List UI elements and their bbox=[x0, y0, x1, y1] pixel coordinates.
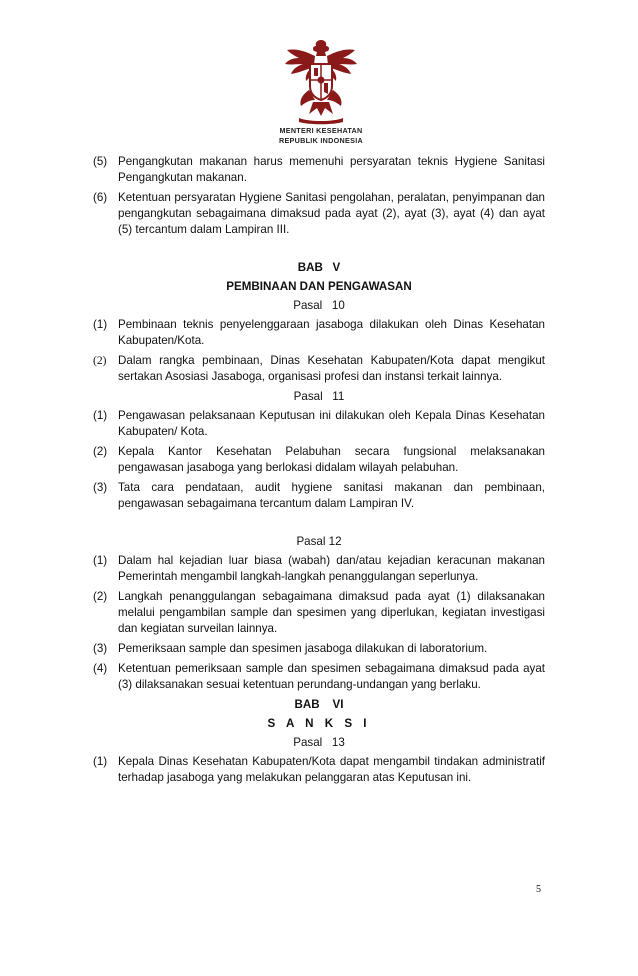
item-text: Dalam rangka pembinaan, Dinas Kesehatan Kabupaten/Kota dapat mengikut sertakan Asosiasi Jasaboga, organisasi profesi dan instansi terkait lainnya. bbox=[118, 354, 545, 383]
item-text: Pengawasan pelaksanaan Keputusan ini dilakukan oleh Kepala Dinas Kesehatan Kabupaten/ Kota. bbox=[118, 409, 545, 438]
list-item bbox=[93, 553, 545, 585]
ministry-line-1: MENTERI KESEHATAN bbox=[279, 126, 363, 135]
list-item bbox=[93, 154, 545, 186]
item-text: Pemeriksaan sample dan spesimen jasaboga dilakukan di laboratorium. bbox=[118, 642, 488, 655]
item-number: (2) bbox=[93, 354, 107, 367]
ministry-line-2: REPUBLIK INDONESIA bbox=[278, 136, 364, 145]
list-item bbox=[93, 190, 545, 238]
list-item bbox=[93, 661, 545, 693]
item-number: (4) bbox=[93, 662, 108, 675]
item-text: Kepala Kantor Kesehatan Pelabuhan secara fungsional melaksanakan pengawasan jasaboga yang berlokasi didalam wilayah pelabuhan. bbox=[118, 445, 545, 474]
item-number: (1) bbox=[93, 554, 108, 567]
item-number: (6) bbox=[93, 191, 108, 204]
chapter-v-subtitle: PEMBINAAN DAN PENGAWASAN bbox=[226, 280, 412, 293]
list-item bbox=[93, 641, 545, 657]
item-text: Tata cara pendataan, audit hygiene sanitasi makanan dan pembinaan, pengawasan sebagaimana tercantum dalam Lampiran IV. bbox=[118, 481, 545, 510]
garuda-emblem-icon bbox=[273, 34, 369, 126]
item-text: Pembinaan teknis penyelenggaraan jasaboga dilakukan oleh Dinas Kesehatan Kabupaten/Kota. bbox=[118, 318, 545, 347]
item-number: (3) bbox=[93, 642, 108, 655]
list-item bbox=[93, 317, 545, 349]
list-item bbox=[93, 353, 545, 385]
chapter-vi-subtitle: S A N K S I bbox=[267, 717, 371, 730]
item-text: Ketentuan pemeriksaan sample dan spesimen sebagaimana dimaksud pada ayat (3) dilaksanakan sesuai ketentuan perundang-undangan yang berlaku. bbox=[118, 662, 545, 691]
document-body bbox=[93, 154, 552, 790]
letterhead bbox=[262, 34, 380, 146]
item-number: (1) bbox=[93, 755, 108, 768]
chapter-v-title: BAB V bbox=[297, 261, 341, 274]
list-item bbox=[93, 444, 545, 476]
list-item bbox=[93, 589, 545, 637]
list-item bbox=[93, 480, 545, 512]
page-number: 5 bbox=[536, 884, 541, 895]
item-number: (3) bbox=[93, 481, 108, 494]
item-number: (1) bbox=[93, 409, 108, 422]
item-text: Pengangkutan makanan harus memenuhi persyaratan teknis Hygiene Sanitasi Pengangkutan makanan. bbox=[118, 155, 545, 184]
item-text: Ketentuan persyaratan Hygiene Sanitasi pengolahan, peralatan, penyimpanan dan pengangkutan sebagaimana dimaksud pada ayat (2), ayat (3), ayat (4) dan ayat (5) tercantum dalam Lampiran III. bbox=[118, 191, 545, 236]
article-13-title: Pasal 13 bbox=[293, 736, 345, 749]
article-10-title: Pasal 10 bbox=[293, 299, 345, 312]
chapter-vi-title: BAB VI bbox=[294, 698, 344, 711]
article-11-title: Pasal 11 bbox=[293, 390, 345, 403]
list-item bbox=[93, 754, 552, 786]
item-number: (2) bbox=[93, 590, 108, 603]
list-item bbox=[93, 408, 545, 440]
item-number: (5) bbox=[93, 155, 108, 168]
item-text: Kepala Dinas Kesehatan Kabupaten/Kota dapat mengambil tindakan administratif terhadap jasaboga yang melakukan pelanggaran atas Keputusan ini. bbox=[118, 755, 552, 784]
item-number: (2) bbox=[93, 445, 108, 458]
item-number: (1) bbox=[93, 318, 108, 331]
item-text: Dalam hal kejadian luar biasa (wabah) dan/atau kejadian keracunan makanan Pemerintah mengambil langkah-langkah penanggulangan seperlunya. bbox=[118, 554, 545, 583]
item-text: Langkah penanggulangan sebagaimana dimaksud pada ayat (1) dilaksanakan melalui pengambilan sample dan spesimen yang diperlukan, kegiatan investigasi dan kegiatan surveilan lainnya. bbox=[118, 590, 545, 635]
article-12-title: Pasal 12 bbox=[296, 535, 342, 548]
